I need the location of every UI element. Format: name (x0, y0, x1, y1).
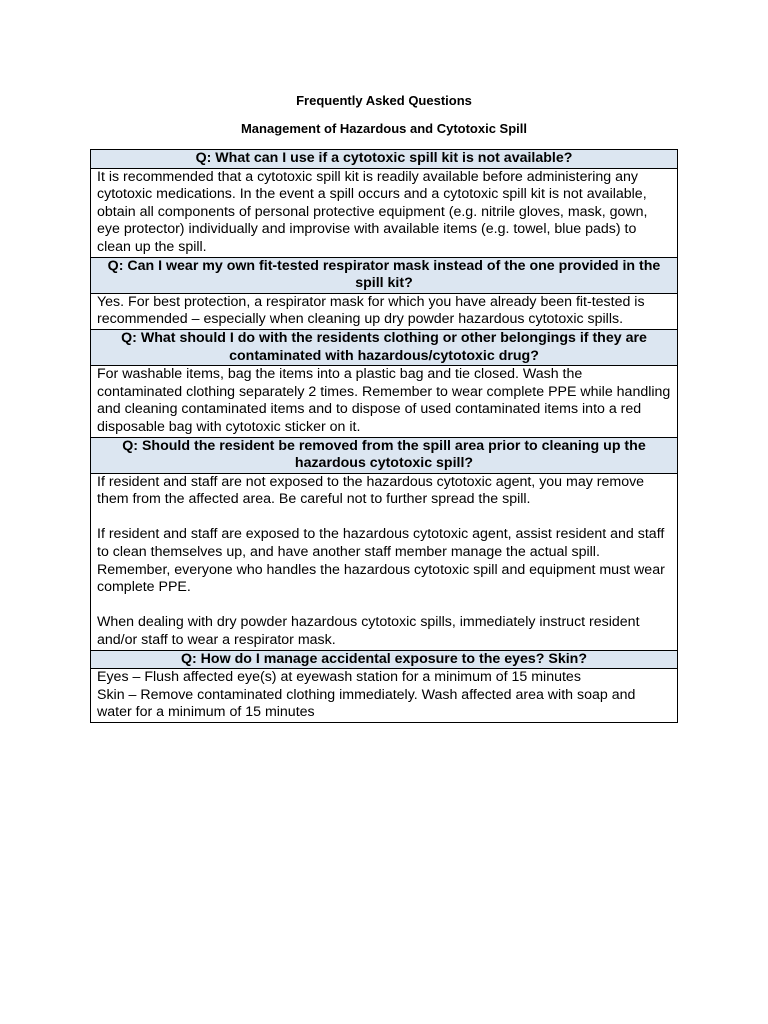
faq-question-3: Q: What should I do with the residents clothing or other belongings if they are contaminated with hazardous/cytotoxic drug? (91, 329, 678, 365)
faq-question-5: Q: How do I manage accidental exposure to the eyes? Skin? (91, 650, 678, 669)
faq-question-4: Q: Should the resident be removed from the spill area prior to cleaning up the hazardous cytotoxic spill? (91, 437, 678, 473)
faq-answer-3 (91, 366, 678, 437)
page-title: Frequently Asked Questions (296, 93, 472, 108)
faq-question-row (91, 257, 678, 293)
faq-question-row (91, 150, 678, 169)
page-subtitle: Management of Hazardous and Cytotoxic Spill (240, 121, 528, 136)
faq-answer-row (91, 168, 678, 257)
faq-question-row (91, 437, 678, 473)
faq-answer-paragraph: If resident and staff are exposed to the hazardous cytotoxic agent, assist resident and staff to clean themselves up, and have another staff member manage the actual spill. Remember, everyone who handles the hazardous cytotoxic spill and equipment must wear complete PPE. (97, 526, 665, 596)
faq-question-1: Q: What can I use if a cytotoxic spill kit is not available? (91, 150, 678, 169)
faq-answer-2 (91, 293, 678, 329)
faq-answer-paragraph: If resident and staff are not exposed to the hazardous cytotoxic agent, you may remove them from the affected area. Be careful not to further spread the spill. (97, 473, 645, 508)
faq-answer-paragraph: It is recommended that a cytotoxic spill kit is readily available before administering any cytotoxic medications. In the event a spill occurs and a cytotoxic spill kit is not available, obtain all components of personal protective equipment (e.g. nitrile gloves, mask, gown, eye protector) individually and improvise with available items (e.g. towel, blue pads) to clean up the spill. (97, 168, 648, 255)
faq-answer-line-skin: Skin – Remove contaminated clothing immediately. Wash affected area with soap and water for a minimum of 15 minutes (97, 686, 636, 721)
faq-answer-row (91, 473, 678, 650)
faq-answer-paragraph: For washable items, bag the items into a plastic bag and tie closed. Wash the contaminated clothing separately 2 times. Remember to wear complete PPE while handling and cleaning contaminated items and to dispose of used contaminated items into a red disposable bag with cytotoxic sticker on it. (97, 366, 671, 435)
faq-answer-row (91, 293, 678, 329)
faq-answer-line-eyes: Eyes – Flush affected eye(s) at eyewash station for a minimum of 15 minutes (97, 669, 581, 686)
faq-question-row (91, 329, 678, 365)
faq-table (90, 149, 678, 723)
faq-answer-5 (91, 669, 678, 723)
faq-answer-paragraph: When dealing with dry powder hazardous cytotoxic spills, immediately instruct resident and/or staff to wear a respirator mask. (97, 614, 640, 649)
faq-answer-row (91, 366, 678, 437)
faq-question-row (91, 650, 678, 669)
faq-question-2: Q: Can I wear my own fit-tested respirator mask instead of the one provided in the spill kit? (91, 257, 678, 293)
faq-answer-paragraph: Yes. For best protection, a respirator mask for which you have already been fit-tested is recommended – especially when cleaning up dry powder hazardous cytotoxic spills. (97, 293, 645, 328)
faq-answer-1 (91, 168, 678, 257)
faq-answer-row (91, 669, 678, 723)
faq-answer-4 (91, 473, 678, 650)
